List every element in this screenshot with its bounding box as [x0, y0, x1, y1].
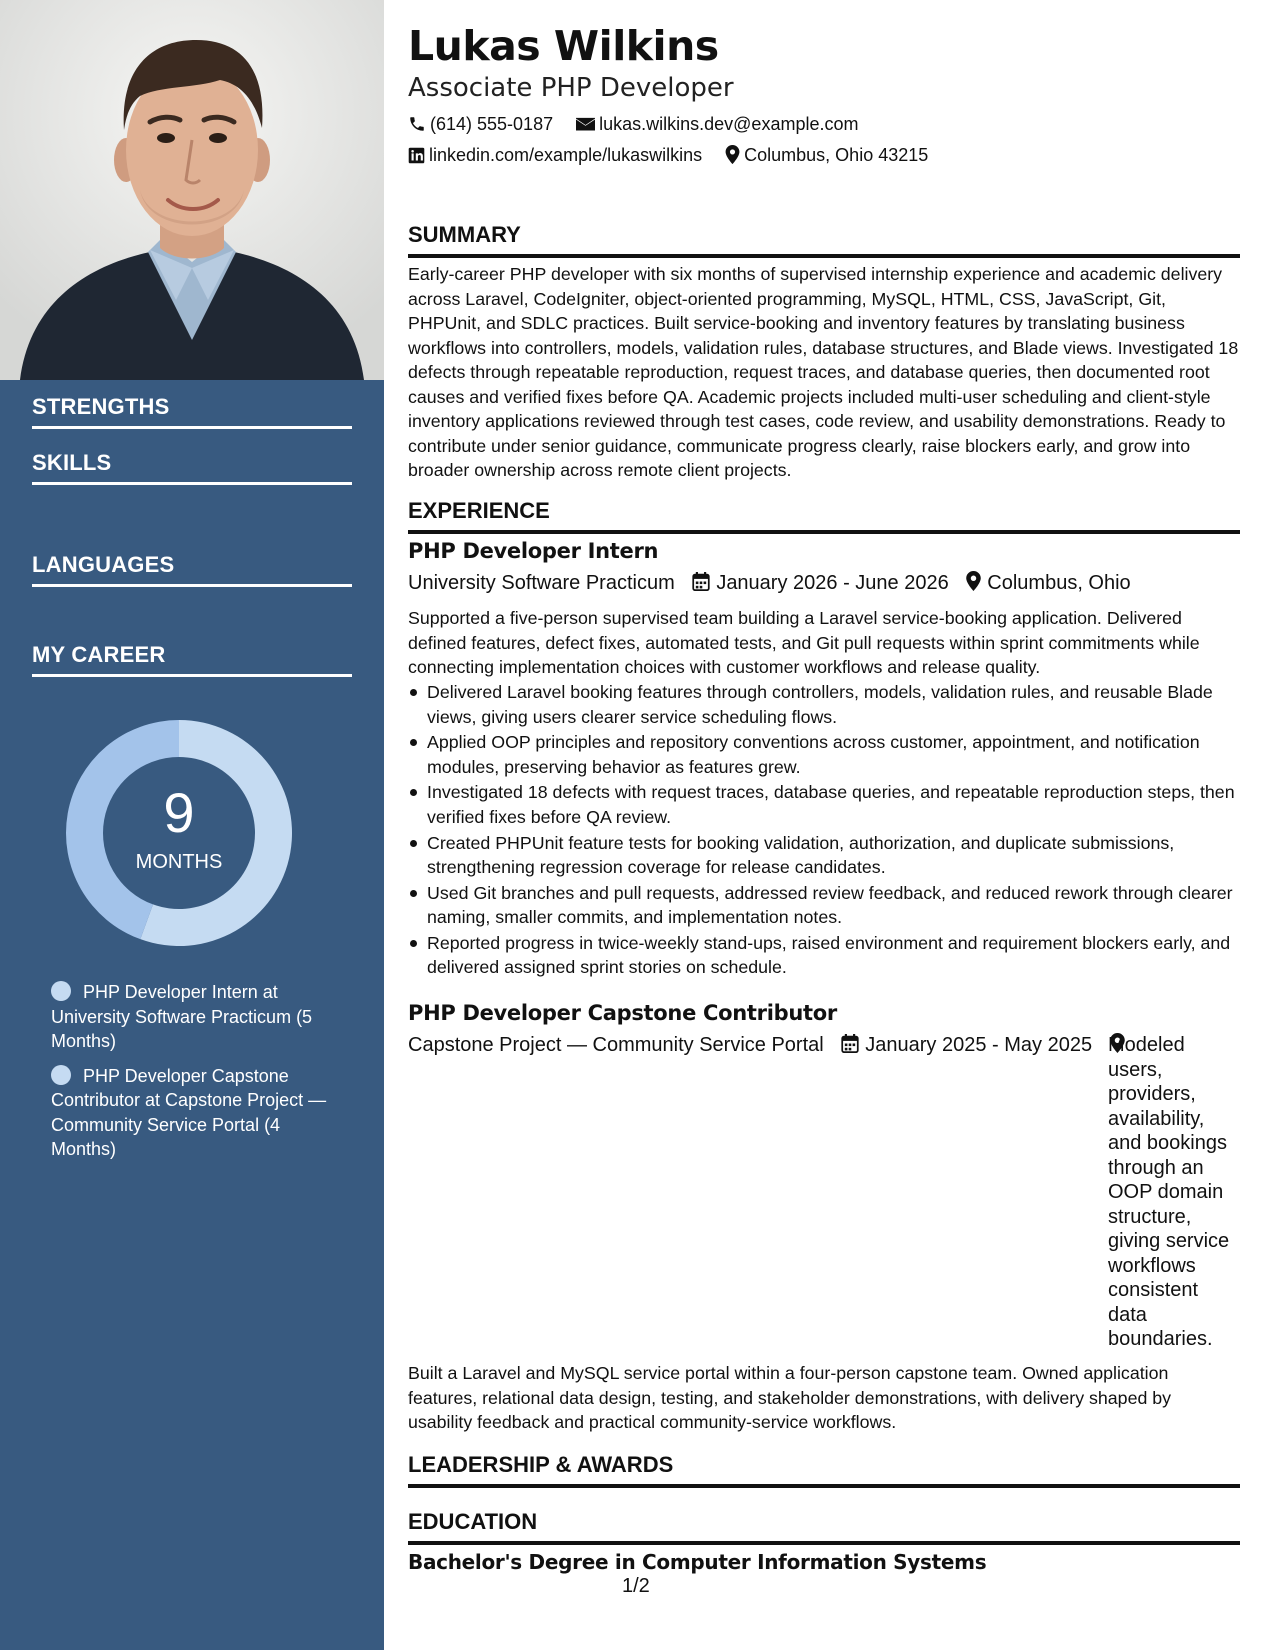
job-location: Columbus, Ohio [987, 572, 1131, 594]
summary-heading: SUMMARY [408, 222, 1240, 258]
job-meta [408, 571, 1143, 595]
email-text[interactable]: lukas.wilkins.dev@example.com [599, 114, 859, 134]
map-pin-icon [966, 571, 981, 591]
linkedin-item[interactable] [408, 145, 702, 166]
job-company: University Software Practicum [408, 572, 675, 594]
job-bullets [408, 680, 1240, 981]
strengths-section [32, 394, 352, 429]
education-heading: EDUCATION [408, 1509, 1240, 1545]
phone-item [408, 114, 553, 135]
job-dates: January 2026 - June 2026 [716, 572, 949, 594]
education-degree: Bachelor's Degree in Computer Information Systems [408, 1550, 987, 1574]
job-company: Capstone Project — Community Service Portal [408, 1034, 824, 1056]
bullet-dot-icon [51, 981, 71, 1001]
career-donut-chart [66, 720, 292, 946]
location-item [725, 145, 928, 166]
envelope-icon [576, 117, 595, 133]
contact-row-1 [408, 114, 876, 135]
bullet-dot-icon [51, 1065, 71, 1085]
job-title: PHP Developer Intern [408, 539, 659, 563]
page-number: 1/2 [622, 1575, 650, 1597]
job-bullet: Applied OOP principles and repository conventions across customer, appointment, and notification modules, preserving behavior as features grew. [408, 730, 1240, 779]
job-location-item [966, 571, 1130, 595]
career-list-item [51, 980, 341, 1054]
summary-text: Early-career PHP developer with six months of supervised internship experience and academic delivery across Laravel, CodeIgniter, object-oriented programming, MySQL, HTML, CSS, JavaScript, Git, PHPUnit, and SDLC practices. Built service-booking and inventory features by translating business workflows into controllers, models, validation rules, database structures, and Blade views. Investigated 18 defects through repeatable reproduction, request traces, and database queries, then documented root causes and verified fixes before QA. Academic projects included multi-user scheduling and client-style inventory applications reviewed through test cases, code review, and usability demonstrations. Ready to contribute under senior guidance, communicate progress clearly, raise blockers early, and grow into broader ownership across remote client projects. [408, 264, 1239, 480]
job-dates-item [692, 572, 948, 595]
skills-section [32, 450, 352, 485]
map-pin-icon [725, 145, 740, 164]
career-item-text: PHP Developer Capstone Contributor at Capstone Project — Community Service Portal (4 Months) [51, 1065, 327, 1159]
job-description: Supported a five-person supervised team building a Laravel service-booking application. Delivered defined features, defect fixes, automated tests, and Git pull requests within sprint commitments while connecting implementation choices with customer workflows and release quality. [408, 608, 1200, 677]
experience-heading: EXPERIENCE [408, 498, 1240, 534]
languages-heading: LANGUAGES [32, 552, 352, 587]
job-title: PHP Developer Capstone Contributor [408, 1001, 837, 1025]
location-text: Columbus, Ohio 43215 [744, 145, 929, 165]
job-bullet: Used Git branches and pull requests, addressed review feedback, and reduced rework through clearer naming, smaller commits, and implementation notes. [408, 881, 1240, 930]
phone-text: (614) 555-0187 [430, 114, 554, 134]
sidebar [0, 0, 384, 1650]
job-bullet: Created PHPUnit feature tests for booking validation, authorization, and duplicate submissions, strengthening regression coverage for release candidates. [408, 831, 1240, 880]
languages-section [32, 552, 352, 587]
profile-photo [0, 0, 384, 380]
candidate-title: Associate PHP Developer [408, 73, 734, 103]
linkedin-icon [408, 147, 425, 164]
skills-heading: SKILLS [32, 450, 352, 485]
strengths-heading: STRENGTHS [32, 394, 352, 429]
email-item[interactable] [576, 114, 858, 135]
phone-icon [408, 115, 426, 133]
career-item-text: PHP Developer Intern at University Software Practicum (5 Months) [51, 982, 313, 1051]
portrait-illustration [0, 0, 384, 380]
calendar-icon [692, 572, 710, 591]
candidate-name: Lukas Wilkins [408, 22, 719, 70]
job-bullet: Reported progress in twice-weekly stand-ups, raised environment and requirement blockers early, and delivered assigned sprint stories on schedule. [408, 931, 1240, 980]
job-location-wrapped: Modeled users, providers, availability, and bookings through an OOP domain structure, giving service workflows consistent data boundaries. [1108, 1034, 1230, 1350]
contact-row-2 [408, 145, 946, 166]
career-list-item [51, 1064, 341, 1162]
job-bullet: Investigated 18 defects with request traces, database queries, and repeatable reproduction steps, then verified fixes before QA review. [408, 780, 1240, 829]
career-total-value: 9 [163, 781, 195, 844]
career-donut-slice [66, 720, 179, 939]
job-bullet: Delivered Laravel booking features through controllers, models, validation rules, and reusable Blade views, giving users clearer service scheduling flows. [408, 680, 1240, 729]
career-section [32, 642, 352, 677]
job-meta [408, 1033, 1131, 1057]
leadership-heading: LEADERSHIP & AWARDS [408, 1452, 1240, 1488]
linkedin-text[interactable]: linkedin.com/example/lukaswilkins [429, 145, 703, 165]
career-list [51, 980, 341, 1172]
job-description: Built a Laravel and MySQL service portal within a four-person capstone team. Owned application features, relational data design, testing, and stakeholder demonstrations, with delivery shaped by usability feedback and practical community-service workflows. [408, 1363, 1172, 1432]
career-total-unit: MONTHS [135, 851, 223, 873]
job-dates: January 2025 - May 2025 [865, 1034, 1093, 1056]
job-dates-item [841, 1034, 1092, 1057]
calendar-icon [841, 1034, 859, 1053]
career-heading: MY CAREER [32, 642, 352, 677]
